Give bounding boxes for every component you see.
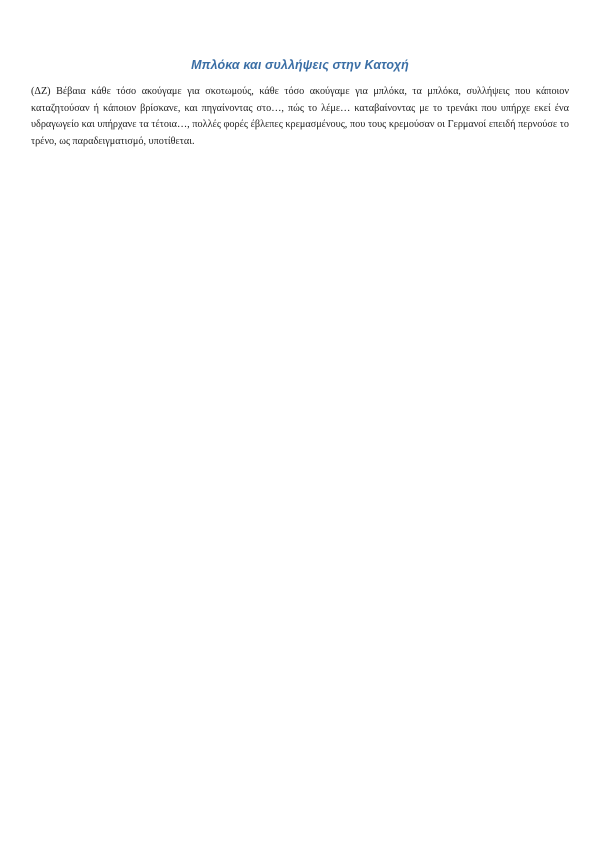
document-paragraph: (ΔΖ) Βέβαια κάθε τόσο ακούγαμε για σκοτωμούς, κάθε τόσο ακούγαμε για μπλόκα, τα μπλόκα, συλλήψεις που κάποιον καταζητούσαν ή κάποιον βρίσκανε, και πηγαίνοντας στο…, πώς το λέμε… καταβαίνοντας με το τρενάκι που υπήρχε εκεί ένα υδραγωγείο και υπήρχανε τα τέτοια…, πολλές φορές έβλεπες κρεμασμένους, που τους κρεμούσαν οι Γερμανοί επειδή περνούσε το τρένο, ως παραδειγματισμό, υποτίθεται. <box>31 86 569 147</box>
document-content <box>31 58 569 150</box>
page-title: Μπλόκα και συλλήψεις στην Κατοχή <box>191 58 409 72</box>
